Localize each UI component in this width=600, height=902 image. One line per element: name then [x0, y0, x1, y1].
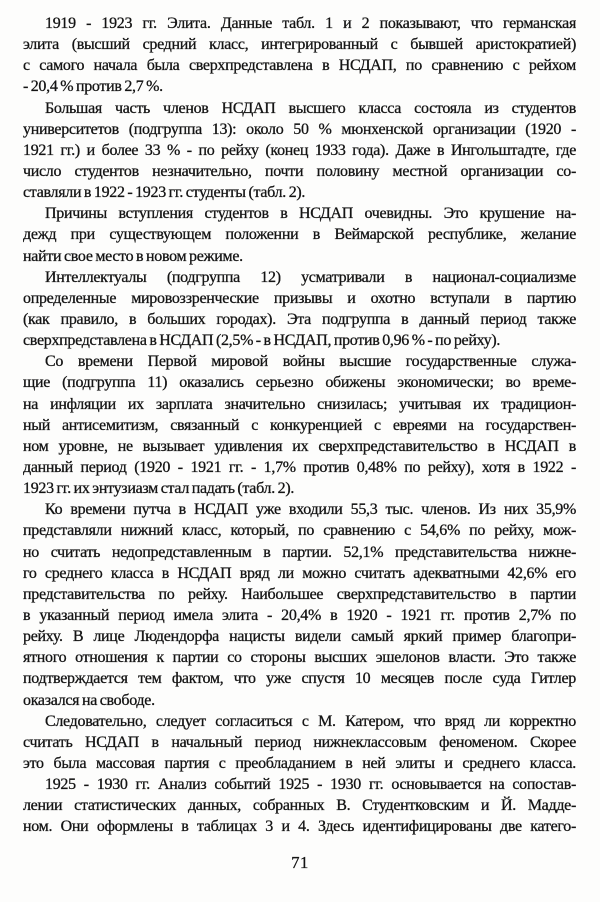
- text-line: число студентов незначительно, почти половину местной организации со-: [23, 162, 576, 180]
- text-line: ятного отношения к партии со стороны высших эшелонов власти. Это также: [23, 649, 576, 667]
- text-line: представляли нижний класс, который, по сравнению с 54,6% по рейху, мож-: [23, 522, 576, 540]
- text-line: рейху. В лице Людендорфа нацисты видели самый яркий пример благопри-: [23, 628, 576, 646]
- text-line: найти свое место в новом режиме.: [23, 247, 243, 265]
- text-line: 1923 гг. их энтузиазм стал падать (табл. 2).: [23, 480, 295, 498]
- text-line: но считать недопредставленным в партии. 52,1% представительства нижне-: [23, 543, 576, 561]
- text-line: в указанный период имела элита - 20,4% в 1920 - 1921 гг. против 2,7% по: [23, 606, 576, 624]
- text-line: оказался на свободе.: [23, 691, 155, 709]
- text-line: 1919 - 1923 гг. Элита. Данные табл. 1 и 2 показывают, что германская: [45, 15, 576, 32]
- paragraph: [23, 98, 576, 204]
- paragraph: [23, 711, 576, 774]
- paragraph: [23, 267, 576, 352]
- text-line: Ко времени путча в НСДАП уже входили 55,3 тыс. членов. Из них 35,9%: [45, 501, 576, 519]
- text-line: Со времени Первой мировой войны высшие государственные служа-: [45, 353, 576, 371]
- text-line: сверхпредставлена в НСДАП (2,5% - в НСДАП, против 0,96 % - по рейху).: [23, 332, 501, 350]
- paragraph: [23, 13, 576, 98]
- paragraph: [23, 499, 576, 710]
- text-line: элита (высший средний класс, интегрированный с бывшей аристократией): [23, 36, 576, 54]
- text-line: определенные мировоззренческие призывы и охотно вступали в партию: [23, 289, 576, 307]
- text-line: на инфляции их зарплата значительно снизилась; учитывая их традицион-: [23, 395, 576, 413]
- text-line: Причины вступления студентов в НСДАП очевидны. Это крушение на-: [45, 205, 576, 223]
- text-line: считать НСДАП в начальный период нижнеклассовым феноменом. Скорее: [23, 733, 576, 751]
- text-line: Интеллектуалы (подгруппа 12) усматривали в национал-социализме: [45, 268, 576, 286]
- text-line: данный период (1920 - 1921 гг. - 1,7% против 0,48% по рейху), хотя в 1922 -: [23, 458, 576, 476]
- text-line: Большая часть членов НСДАП высшего класса состояла из студентов: [45, 99, 576, 117]
- paragraph: [23, 351, 576, 499]
- text-line: это была массовая партия с преобладанием в ней элиты и среднего класса.: [23, 754, 576, 772]
- text-line: ставляли в 1922 - 1923 гг. студенты (табл. 2).: [23, 184, 306, 202]
- text-line: - 20,4 % против 2,7 %.: [23, 78, 163, 96]
- text-line: щие (подгруппа 11) оказались серьезно обижены экономически; во време-: [23, 374, 576, 392]
- text-line: 1925 - 1930 гг. Анализ событий 1925 - 1930 гг. основывается на сопостав-: [45, 776, 576, 794]
- page-number: 71: [291, 853, 309, 872]
- text-line: университетов (подгруппа 13): около 50 % мюнхенской организации (1920 -: [23, 120, 576, 138]
- text-line: лении статистических данных, собранных В. Студентковским и Й. Мадде-: [23, 797, 576, 815]
- text-line: представительства по рейху. Наибольшее сверхпредставительство в партии: [23, 585, 576, 603]
- text-line: ный антисемитизм, связанный с конкуренцией с евреями на государствен-: [23, 416, 576, 434]
- paragraph: [23, 774, 576, 837]
- text-line: 1921 гг.) и более 33 % - по рейху (конец 1933 года). Даже в Ингольштадте, где: [23, 141, 576, 159]
- page-text: [23, 13, 576, 837]
- text-line: ном уровне, не вызывает удивления их сверхпредставительство в НСДАП в: [23, 437, 576, 455]
- paragraph: [23, 203, 576, 266]
- text-line: дежд при существующем положенни в Веймарской республике, желание: [23, 226, 576, 244]
- text-line: го среднего класса в НСДАП вряд ли можно считатъ адекватными 42,6% его: [23, 564, 576, 582]
- text-line: подтверждается тем фактом, что уже спустя 10 месяцев после суда Гитлер: [23, 670, 576, 688]
- text-line: с самого начала была сверхпредставлена в НСДАП, по сравнению с рейхом: [23, 57, 576, 75]
- text-line: ном. Они оформлены в таблицах 3 и 4. Здесь идентифицированы две катего-: [23, 818, 576, 836]
- text-line: (как правило, в больших городах). Эта подгруппа в данный период также: [23, 310, 576, 328]
- text-line: Следовательно, следует согласиться с М. Катером, что вряд ли корректно: [45, 712, 576, 730]
